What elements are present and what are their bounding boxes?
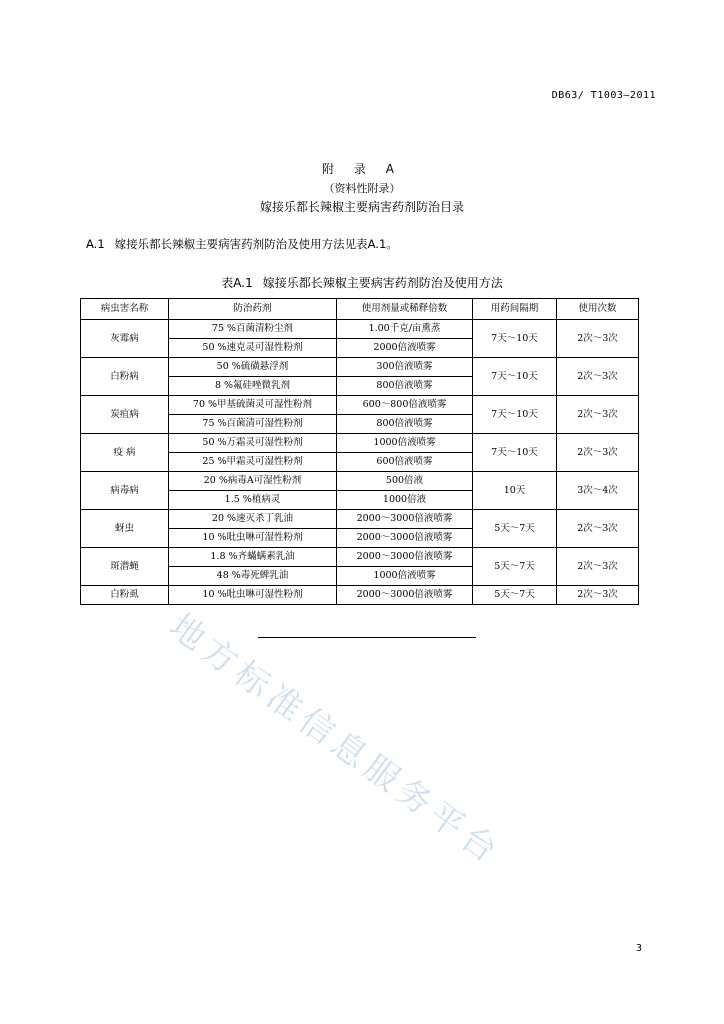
times-cell: 2次～3次 — [557, 434, 639, 472]
times-cell: 2次～3次 — [557, 320, 639, 358]
pest-name: 疫 病 — [81, 434, 169, 472]
dose-cell: 800倍液喷雾 — [337, 415, 473, 434]
dose-cell: 600倍液喷雾 — [337, 453, 473, 472]
table-row — [81, 434, 639, 453]
pest-name: 斑潜蝇 — [81, 548, 169, 586]
pest-name: 病毒病 — [81, 472, 169, 510]
watermark: 地方标准信息服务平台 — [161, 606, 509, 874]
table-row — [81, 320, 639, 339]
dose-cell: 300倍液喷雾 — [337, 358, 473, 377]
agent-cell: 1.5 %植病灵 — [169, 491, 337, 510]
interval-cell: 5天～7天 — [473, 548, 557, 586]
pest-control-table — [80, 298, 639, 605]
table-caption-text: 嫁接乐都长辣椒主要病害药剂防治及使用方法 — [262, 276, 503, 290]
pest-name: 灰霉病 — [81, 320, 169, 358]
table-row — [81, 510, 639, 529]
dose-cell: 2000～3000倍液喷雾 — [337, 586, 473, 605]
times-cell: 2次～3次 — [557, 358, 639, 396]
appendix-heading: 嫁接乐都长辣椒主要病害药剂防治目录 — [259, 200, 464, 214]
table-row — [81, 586, 639, 605]
clause-text: 嫁接乐都长辣椒主要病害药剂防治及使用方法见表A.1。 — [114, 237, 398, 251]
header-dose: 使用剂量或稀释倍数 — [337, 299, 473, 320]
table-row — [81, 358, 639, 377]
standard-code: DB63/ T1003—2011 — [551, 90, 656, 101]
clause-number: A.1 — [86, 237, 105, 251]
appendix-title: 附 录 A — [322, 162, 402, 176]
clause-a1 — [86, 236, 398, 252]
agent-cell: 10 %吡虫啉可湿性粉剂 — [169, 586, 337, 605]
interval-cell: 5天～7天 — [473, 586, 557, 605]
table-row — [81, 548, 639, 567]
interval-cell: 7天～10天 — [473, 358, 557, 396]
agent-cell: 25 %甲霜灵可湿性粉剂 — [169, 453, 337, 472]
interval-cell: 7天～10天 — [473, 320, 557, 358]
interval-cell: 5天～7天 — [473, 510, 557, 548]
table-caption-number: 表A.1 — [221, 276, 253, 290]
table-header-row — [81, 299, 639, 320]
agent-cell: 50 %速克灵可湿性粉剂 — [169, 339, 337, 358]
pest-name: 白粉虱 — [81, 586, 169, 605]
dose-cell: 2000～3000倍液喷雾 — [337, 529, 473, 548]
dose-cell: 2000～3000倍液喷雾 — [337, 510, 473, 529]
dose-cell: 1000倍液 — [337, 491, 473, 510]
agent-cell: 20 %病毒A可湿性粉剂 — [169, 472, 337, 491]
agent-cell: 70 %甲基硫菌灵可湿性粉剂 — [169, 396, 337, 415]
agent-cell: 50 %万霜灵可湿性粉剂 — [169, 434, 337, 453]
pest-name: 炭疽病 — [81, 396, 169, 434]
agent-cell: 20 %速灭杀丁乳油 — [169, 510, 337, 529]
agent-cell: 50 %硫磺悬浮剂 — [169, 358, 337, 377]
dose-cell: 1000倍液喷雾 — [337, 434, 473, 453]
dose-cell: 800倍液喷雾 — [337, 377, 473, 396]
times-cell: 2次～3次 — [557, 548, 639, 586]
table-caption — [0, 274, 724, 291]
dose-cell: 500倍液 — [337, 472, 473, 491]
agent-cell: 8 %氟硅唑微乳剂 — [169, 377, 337, 396]
agent-cell: 10 %吡虫啉可湿性粉剂 — [169, 529, 337, 548]
end-rule — [258, 637, 476, 638]
agent-cell: 75 %百菌清粉尘剂 — [169, 320, 337, 339]
table-row — [81, 396, 639, 415]
dose-cell: 2000～3000倍液喷雾 — [337, 548, 473, 567]
times-cell: 2次～3次 — [557, 586, 639, 605]
page-number: 3 — [635, 943, 642, 954]
agent-cell: 75 %百菌清可湿性粉剂 — [169, 415, 337, 434]
agent-cell: 1.8 %齐蟎螨素乳油 — [169, 548, 337, 567]
agent-cell: 48 %毒死蜱乳油 — [169, 567, 337, 586]
pest-name: 白粉病 — [81, 358, 169, 396]
interval-cell: 7天～10天 — [473, 396, 557, 434]
header-agent: 防治药剂 — [169, 299, 337, 320]
pest-name: 蚜虫 — [81, 510, 169, 548]
table-row — [81, 472, 639, 491]
header-interval: 用药间隔期 — [473, 299, 557, 320]
header-times: 使用次数 — [557, 299, 639, 320]
dose-cell: 2000倍液喷雾 — [337, 339, 473, 358]
times-cell: 3次～4次 — [557, 472, 639, 510]
dose-cell: 1.00千克/亩熏蒸 — [337, 320, 473, 339]
dose-cell: 1000倍液喷雾 — [337, 567, 473, 586]
header-pest: 病虫害名称 — [81, 299, 169, 320]
times-cell: 2次～3次 — [557, 396, 639, 434]
interval-cell: 10天 — [473, 472, 557, 510]
times-cell: 2次～3次 — [557, 510, 639, 548]
dose-cell: 600～800倍液喷雾 — [337, 396, 473, 415]
interval-cell: 7天～10天 — [473, 434, 557, 472]
appendix-subtitle: （资料性附录） — [323, 182, 401, 195]
